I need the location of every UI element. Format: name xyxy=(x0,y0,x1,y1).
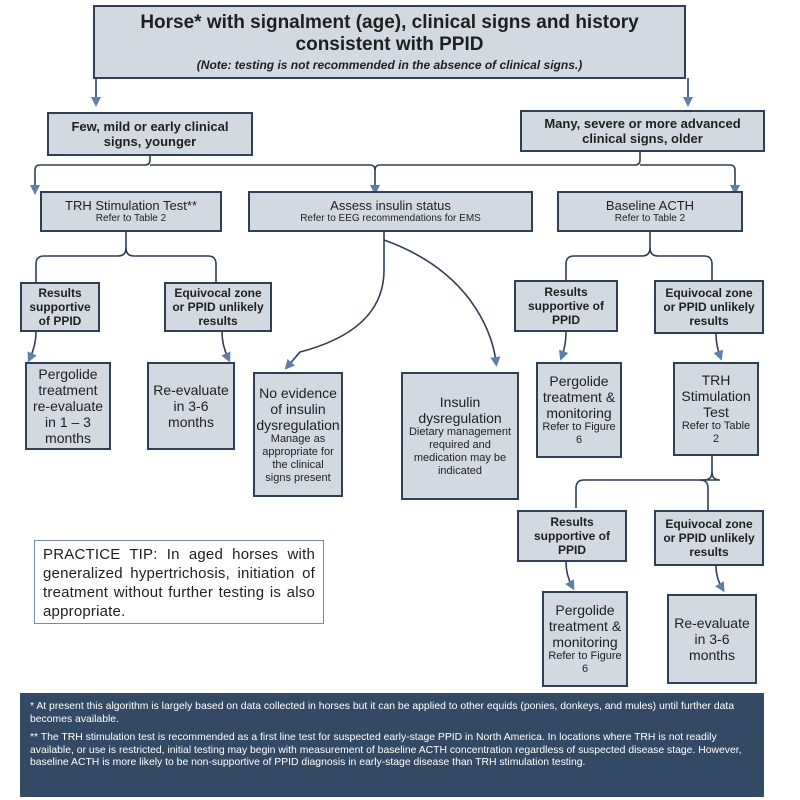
no-evidence-box xyxy=(253,372,343,497)
trh-test2-sub: Refer to Table 2 xyxy=(681,420,751,445)
arrow-equivocal-to-reevaluate-2 xyxy=(716,566,722,588)
insulin-sub: Refer to EEG recommendations for EMS xyxy=(300,213,481,224)
trh2-equivocal-label: Equivocal zone or PPID unlikely results xyxy=(663,517,755,559)
arrow-equivocal-to-trh2 xyxy=(716,334,720,356)
acth-results-supportive-label: Results supportive of PPID xyxy=(527,285,604,327)
connector-trh2-split xyxy=(576,456,712,508)
no-evidence-sub: Manage as appropriate for the clinical signs present xyxy=(262,432,334,484)
acth-equivocal-label: Equivocal zone or PPID unlikely results xyxy=(663,286,755,328)
right-branch-box xyxy=(520,110,765,152)
connector-acth-to-equivocal xyxy=(650,248,712,280)
footnotes-panel xyxy=(20,693,764,797)
connector-trh-split xyxy=(36,232,126,282)
trh-test-sub: Refer to Table 2 xyxy=(95,213,167,224)
trh-test-title: TRH Stimulation Test** xyxy=(65,198,197,213)
acth-equivocal-box xyxy=(654,280,764,334)
arrow-results-to-pergolide-2 xyxy=(562,332,566,356)
trh2-equivocal-box xyxy=(654,510,764,566)
arrow-insulin-to-dysregulation xyxy=(384,240,496,362)
top-condition-box xyxy=(93,5,686,79)
acth-box xyxy=(557,191,743,232)
no-evidence-title: No evidence of insulin dysregulation xyxy=(256,384,340,433)
arrow-equivocal-to-reevaluate xyxy=(222,332,228,358)
insulin-dysregulation-box xyxy=(401,372,519,500)
footnote-2: ** The TRH stimulation test is recommended as a first line test for suspected early-stage PPID in North America. In locations where TRH is not readily available, or use is restricted, initial testing may begin with measurement of baseline ACTH concentration regardless of suspected disease stage. However, baseline ACTH is more likely to be non-supportive of PPID diagnosis in early-stage disease than TRH stimulation testing. xyxy=(30,732,742,769)
trh-test-box xyxy=(40,191,222,232)
acth-title: Baseline ACTH xyxy=(605,198,695,213)
trh-results-supportive-box xyxy=(20,282,100,332)
arrow-results-to-pergolide-3 xyxy=(566,562,572,586)
left-branch-box xyxy=(47,112,253,156)
connector-left-to-insulin xyxy=(150,165,375,190)
trh2-results-supportive-label: Results supportive of PPID xyxy=(533,515,610,557)
insulin-title: Assess insulin status xyxy=(330,198,451,213)
practice-tip: PRACTICE TIP: In aged horses with generalized hypertrichosis, initiation of treatment without further testing is also appropriate. xyxy=(34,540,324,624)
connector-acth-split xyxy=(566,232,650,280)
top-note: (Note: testing is not recommended in the absence of clinical signs.) xyxy=(196,58,583,72)
pergolide-monitoring-box-2 xyxy=(542,591,628,687)
arrow-insulin-to-no-evidence xyxy=(288,232,384,366)
trh-equivocal-box xyxy=(164,282,272,332)
reevaluate-label-2: Re-evaluate in 3-6 months xyxy=(674,615,750,663)
insulin-dysregulation-title: Insulin dysregulation xyxy=(418,394,502,426)
connector-trh2-to-equivocal-b xyxy=(700,480,708,510)
connector-right-to-insulin xyxy=(375,152,640,170)
right-branch-label: Many, severe or more advanced clinical signs, older xyxy=(544,116,741,146)
pergolide-monitoring-title: Pergolide treatment & monitoring xyxy=(542,373,616,421)
reevaluate-label: Re-evaluate in 3-6 months xyxy=(153,382,229,430)
pergolide-monitoring-title-2: Pergolide treatment & monitoring xyxy=(548,602,622,650)
connector-right-to-acth xyxy=(640,165,735,190)
top-title: Horse* with signalment (age), clinical signs and history consistent with PPID xyxy=(140,12,639,55)
connector-left-to-trh xyxy=(35,155,150,190)
trh2-results-supportive-box xyxy=(517,510,627,562)
pergolide-monitoring-box xyxy=(536,362,622,458)
pergolide-monitoring-sub-2: Refer to Figure 6 xyxy=(548,650,622,675)
connector-trh-to-equivocal xyxy=(126,248,216,282)
trh-test2-box xyxy=(673,362,759,456)
trh-equivocal-label: Equivocal zone or PPID unlikely results xyxy=(172,286,264,328)
arrow-results-to-pergolide xyxy=(30,332,36,358)
pergolide-reevaluate-box xyxy=(25,362,111,450)
left-branch-label: Few, mild or early clinical signs, younger xyxy=(71,119,229,149)
trh-test2-title: TRH Stimulation Test xyxy=(681,372,751,420)
insulin-status-box xyxy=(248,191,533,232)
trh-results-supportive-label: Results supportive of PPID xyxy=(29,286,91,328)
footnote-1: * At present this algorithm is largely based on data collected in horses but it can be applied to other equids (ponies, donkeys, and mules) until further data becomes available. xyxy=(30,701,735,725)
pergolide-monitoring-sub: Refer to Figure 6 xyxy=(542,421,616,446)
insulin-dysregulation-sub: Dietary management required and medication may be indicated xyxy=(408,426,512,477)
acth-sub: Refer to Table 2 xyxy=(614,213,686,224)
reevaluate-box xyxy=(147,362,235,450)
reevaluate-box-2 xyxy=(667,594,757,684)
pergolide-reevaluate-label: Pergolide treatment re-evaluate in 1 – 3 months xyxy=(32,366,104,446)
acth-results-supportive-box xyxy=(514,280,618,332)
